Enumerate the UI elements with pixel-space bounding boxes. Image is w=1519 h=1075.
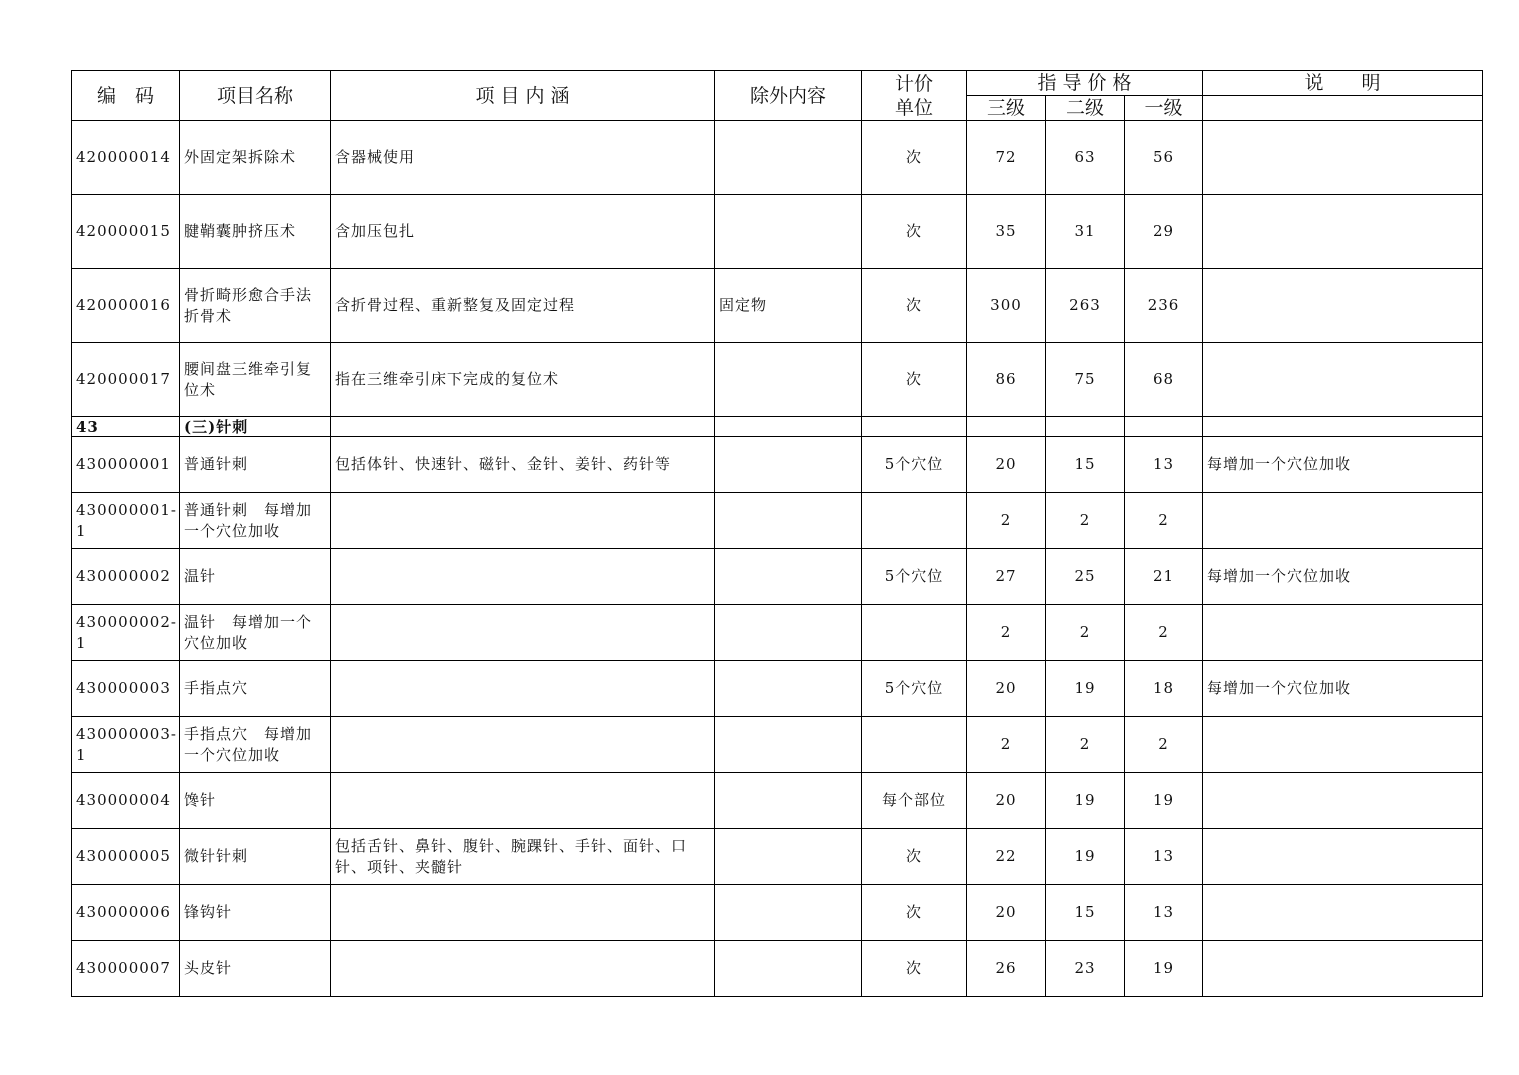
cell-content: 含加压包扎 [331, 195, 715, 269]
cell-excluded [715, 437, 862, 493]
cell-price-level2: 19 [1046, 773, 1125, 829]
section-row [72, 417, 1483, 437]
cell-price-level1: 68 [1125, 343, 1203, 417]
cell-content: 指在三维牵引床下完成的复位术 [331, 343, 715, 417]
cell-excluded [715, 195, 862, 269]
cell-unit: 次 [862, 829, 967, 885]
header-code: 编 码 [72, 71, 180, 121]
cell-excluded [715, 343, 862, 417]
cell-note: 每增加一个穴位加收 [1203, 549, 1483, 605]
cell-note [1203, 605, 1483, 661]
cell-code: 420000014 [72, 121, 180, 195]
cell-name: 锋钩针 [180, 885, 331, 941]
table-row [72, 549, 1483, 605]
cell-price-level2: 75 [1046, 343, 1125, 417]
header-name: 项目名称 [180, 71, 331, 121]
cell-price-level1: 13 [1125, 885, 1203, 941]
header-note-blank [1203, 96, 1483, 121]
cell-content: 包括体针、快速针、磁针、金针、姜针、药针等 [331, 437, 715, 493]
table-row [72, 195, 1483, 269]
cell-code: 430000001-1 [72, 493, 180, 549]
cell-unit: 5个穴位 [862, 437, 967, 493]
cell-excluded [715, 773, 862, 829]
cell-unit: 次 [862, 269, 967, 343]
cell-price-level2: 15 [1046, 437, 1125, 493]
cell-excluded [715, 661, 862, 717]
cell-content: 含折骨过程、重新整复及固定过程 [331, 269, 715, 343]
cell-content [331, 661, 715, 717]
cell-price-level3: 20 [967, 773, 1046, 829]
cell-note [1203, 941, 1483, 997]
cell-note: 每增加一个穴位加收 [1203, 661, 1483, 717]
cell-content [331, 717, 715, 773]
cell-note [1203, 717, 1483, 773]
cell-price-level3: 27 [967, 549, 1046, 605]
cell-name: 头皮针 [180, 941, 331, 997]
cell-code: 430000003-1 [72, 717, 180, 773]
cell-note: 每增加一个穴位加收 [1203, 437, 1483, 493]
cell-price-level3: 22 [967, 829, 1046, 885]
table-row [72, 885, 1483, 941]
cell-code: 420000016 [72, 269, 180, 343]
cell-content [331, 493, 715, 549]
cell-unit [862, 493, 967, 549]
header-content: 项 目 内 涵 [331, 71, 715, 121]
cell-excluded [715, 941, 862, 997]
cell-content: 包括舌针、鼻针、腹针、腕踝针、手针、面针、口针、项针、夹髓针 [331, 829, 715, 885]
cell-note [1203, 269, 1483, 343]
cell-price-level3: 300 [967, 269, 1046, 343]
cell-unit: 次 [862, 343, 967, 417]
cell-unit: 次 [862, 941, 967, 997]
header-price-group: 指 导 价 格 [967, 71, 1203, 96]
cell-price-level2: 19 [1046, 829, 1125, 885]
cell-note [1203, 493, 1483, 549]
header-level1: 一级 [1125, 96, 1203, 121]
cell-price-level3: 2 [967, 717, 1046, 773]
cell-name: 温针 [180, 549, 331, 605]
cell-unit: 5个穴位 [862, 661, 967, 717]
cell-unit: 次 [862, 195, 967, 269]
cell-name: 普通针刺 [180, 437, 331, 493]
cell-price-level1: 2 [1125, 717, 1203, 773]
cell-name: 温针 每增加一个穴位加收 [180, 605, 331, 661]
table-row [72, 605, 1483, 661]
cell-unit: 次 [862, 121, 967, 195]
cell-content [331, 605, 715, 661]
cell-unit [862, 605, 967, 661]
cell-excluded: 固定物 [715, 269, 862, 343]
cell-name: 微针针刺 [180, 829, 331, 885]
cell-price-level1: 2 [1125, 605, 1203, 661]
cell-content [331, 941, 715, 997]
cell-excluded [715, 493, 862, 549]
cell-code: 430000003 [72, 661, 180, 717]
cell-price-level2: 15 [1046, 885, 1125, 941]
cell-price-level1: 13 [1125, 829, 1203, 885]
cell-price-level2: 31 [1046, 195, 1125, 269]
header-excluded: 除外内容 [715, 71, 862, 121]
cell-content [331, 549, 715, 605]
cell-price-level1: 56 [1125, 121, 1203, 195]
price-table [71, 70, 1483, 997]
cell-unit: 每个部位 [862, 773, 967, 829]
cell-code: 430000006 [72, 885, 180, 941]
cell-price-level2: 2 [1046, 493, 1125, 549]
cell-code: 420000015 [72, 195, 180, 269]
table-row [72, 773, 1483, 829]
cell-note [1203, 829, 1483, 885]
header-unit: 计价单位 [862, 71, 967, 121]
table-row [72, 829, 1483, 885]
table-row [72, 437, 1483, 493]
cell-name: 外固定架拆除术 [180, 121, 331, 195]
cell-price-level2: 2 [1046, 717, 1125, 773]
table-row [72, 343, 1483, 417]
cell-content [331, 773, 715, 829]
cell-price-level3: 35 [967, 195, 1046, 269]
cell-price-level3: 26 [967, 941, 1046, 997]
cell-excluded [715, 549, 862, 605]
cell-price-level1: 2 [1125, 493, 1203, 549]
cell-name: 腰间盘三维牵引复位术 [180, 343, 331, 417]
section-code: 43 [72, 417, 180, 437]
cell-code: 430000001 [72, 437, 180, 493]
cell-name: 手指点穴 每增加一个穴位加收 [180, 717, 331, 773]
header-note: 说 明 [1203, 71, 1483, 96]
cell-price-level2: 263 [1046, 269, 1125, 343]
cell-name: 馋针 [180, 773, 331, 829]
cell-note [1203, 343, 1483, 417]
cell-name: 手指点穴 [180, 661, 331, 717]
cell-note [1203, 121, 1483, 195]
cell-note [1203, 885, 1483, 941]
cell-excluded [715, 829, 862, 885]
cell-price-level3: 20 [967, 661, 1046, 717]
header-level3: 三级 [967, 96, 1046, 121]
cell-price-level1: 19 [1125, 941, 1203, 997]
cell-name: 腱鞘囊肿挤压术 [180, 195, 331, 269]
cell-price-level1: 236 [1125, 269, 1203, 343]
cell-price-level3: 2 [967, 493, 1046, 549]
cell-price-level3: 20 [967, 885, 1046, 941]
cell-content: 含器械使用 [331, 121, 715, 195]
cell-unit: 5个穴位 [862, 549, 967, 605]
cell-name: 普通针刺 每增加一个穴位加收 [180, 493, 331, 549]
cell-price-level3: 20 [967, 437, 1046, 493]
table-row [72, 269, 1483, 343]
cell-price-level1: 21 [1125, 549, 1203, 605]
cell-price-level1: 29 [1125, 195, 1203, 269]
cell-price-level1: 13 [1125, 437, 1203, 493]
table-row [72, 941, 1483, 997]
cell-code: 430000002-1 [72, 605, 180, 661]
table-row [72, 661, 1483, 717]
cell-note [1203, 195, 1483, 269]
cell-unit [862, 717, 967, 773]
cell-price-level2: 19 [1046, 661, 1125, 717]
table-row [72, 121, 1483, 195]
cell-content [331, 885, 715, 941]
section-name: (三)针刺 [180, 417, 331, 437]
cell-price-level3: 2 [967, 605, 1046, 661]
cell-price-level2: 63 [1046, 121, 1125, 195]
cell-code: 430000007 [72, 941, 180, 997]
table-row [72, 493, 1483, 549]
cell-code: 420000017 [72, 343, 180, 417]
cell-price-level1: 18 [1125, 661, 1203, 717]
cell-name: 骨折畸形愈合手法折骨术 [180, 269, 331, 343]
cell-price-level2: 25 [1046, 549, 1125, 605]
cell-price-level2: 23 [1046, 941, 1125, 997]
cell-code: 430000004 [72, 773, 180, 829]
cell-price-level2: 2 [1046, 605, 1125, 661]
cell-excluded [715, 605, 862, 661]
cell-price-level3: 72 [967, 121, 1046, 195]
cell-code: 430000005 [72, 829, 180, 885]
cell-price-level1: 19 [1125, 773, 1203, 829]
cell-excluded [715, 121, 862, 195]
cell-unit: 次 [862, 885, 967, 941]
cell-price-level3: 86 [967, 343, 1046, 417]
cell-excluded [715, 885, 862, 941]
cell-code: 430000002 [72, 549, 180, 605]
table-row [72, 717, 1483, 773]
cell-excluded [715, 717, 862, 773]
header-level2: 二级 [1046, 96, 1125, 121]
cell-note [1203, 773, 1483, 829]
